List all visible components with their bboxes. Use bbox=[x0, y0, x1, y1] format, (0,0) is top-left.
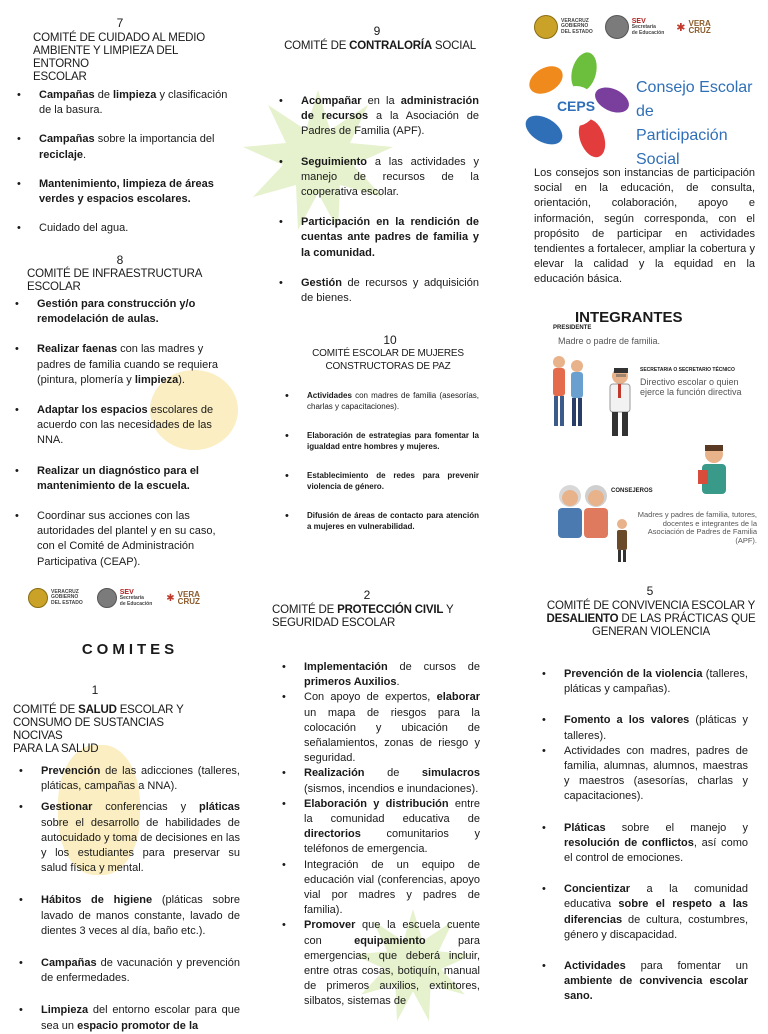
presidente-desc: Madre o padre de familia. bbox=[558, 336, 661, 346]
veracruz-logo: VERACRUZ GOBIERNO DEL ESTADO bbox=[534, 15, 593, 39]
comites-heading: COMITES bbox=[81, 641, 179, 658]
logos-row bbox=[534, 15, 711, 39]
list-item: • Elaboración y distribución entre la comunidad educativa de directorios comunitarios y teléfonos de emergencia. bbox=[304, 797, 480, 858]
list-item: • Pláticas sobre el manejo y resolución de conflictos, así como el control de emociones. bbox=[564, 821, 748, 867]
committee-5-list bbox=[564, 667, 748, 1005]
sev-logo: SEV Secretaría de Educación bbox=[97, 588, 153, 608]
veracruz-logo: VERACRUZ GOBIERNO DEL ESTADO bbox=[28, 588, 83, 608]
committee-7-title: COMITÉ DE CUIDADO AL MEDIO AMBIENTE Y LIMPIEZA DEL ENTORNO ESCOLAR bbox=[33, 32, 206, 83]
list-item: • Realización de simulacros (sismos, incendios e inundaciones). bbox=[304, 766, 480, 796]
committee-number: 2 bbox=[363, 588, 371, 602]
list-item: • Seguimiento a las actividades y manejo de recursos de la cooperativa escolar. bbox=[301, 155, 479, 201]
consejeros-label: CONSEJEROS bbox=[611, 488, 653, 494]
committee-10-list bbox=[307, 391, 479, 532]
star-icon: ✱ bbox=[166, 592, 175, 604]
list-item: • Con apoyo de expertos, elaborar un mapa de riesgos para la colocación y ubicación de señalamientos, zonas de riesgo y seguridad. bbox=[304, 690, 480, 766]
list-item: • Prevención de la violencia (talleres, pláticas y campañas). bbox=[564, 667, 748, 697]
committee-5-title: COMITÉ DE CONVIVENCIA ESCOLAR Y DESALIENTO DE LAS PRÁCTICAS QUE GENERAN VIOLENCIA bbox=[546, 600, 756, 638]
consejeros-desc: Madres y padres de familia, tutores, docentes e integrantes de la Asociación de Padres de Familia (APF). bbox=[637, 510, 757, 545]
committee-9-list bbox=[301, 94, 479, 306]
committee-number: 8 bbox=[116, 253, 124, 267]
committee-10-title: COMITÉ ESCOLAR DE MUJERES CONSTRUCTORAS DE PAZ bbox=[312, 348, 464, 372]
list-item: • Participación en la rendición de cuentas ante padres de familia y la comunidad. bbox=[301, 215, 479, 261]
vera-cruz-logo: ✱ VERA CRUZ bbox=[676, 19, 711, 35]
list-item: • Campañas de limpieza y clasificación de la basura. bbox=[39, 88, 234, 118]
list-item: • Campañas sobre la importancia del reciclaje. bbox=[39, 132, 234, 162]
list-item: • Prevención de las adicciones (talleres, pláticas, campañas a NNA). bbox=[41, 764, 240, 794]
integrantes-heading: INTEGRANTES bbox=[575, 309, 683, 326]
list-item: • Cuidado del agua. bbox=[39, 221, 234, 236]
list-item: • Integración de un equipo de educación vial (conferencias, apoyo vial por madres y padres de familia). bbox=[304, 858, 480, 919]
director-illustration-icon bbox=[598, 366, 638, 438]
sev-seal-icon bbox=[97, 588, 117, 608]
list-item: • Gestión de recursos y adquisición de bienes. bbox=[301, 276, 479, 306]
secretario-label: SECRETARIA O SECRETARIO TÉCNICO bbox=[640, 367, 735, 373]
committee-number: 7 bbox=[116, 16, 124, 30]
committee-2-title: COMITÉ DE PROTECCIÓN CIVIL Y SEGURIDAD ESCOLAR bbox=[272, 604, 454, 629]
committee-number: 10 bbox=[383, 333, 397, 347]
list-item: • Realizar un diagnóstico para el mantenimiento de la escuela. bbox=[37, 464, 232, 494]
secretario-desc: Directivo escolar o quien ejerce la función directiva bbox=[640, 377, 742, 397]
committee-2-list bbox=[304, 660, 480, 1010]
committee-number: 1 bbox=[91, 683, 99, 697]
list-item: • Promover que la escuela cuente con equipamiento para emergencias, que deberá incluir, entre otras cosas, botiquín, manual de primeros auxilios, extintores, silbatos, sistemas de bbox=[304, 918, 480, 1009]
list-item: • Gestión para construcción y/o remodelación de aulas. bbox=[37, 297, 232, 327]
list-item: • Fomento a los valores (pláticas y talleres). bbox=[564, 713, 748, 743]
list-item: • Establecimiento de redes para prevenir violencia de género. bbox=[307, 471, 479, 492]
family-illustration-icon bbox=[545, 352, 593, 434]
veracruz-seal-icon bbox=[534, 15, 558, 39]
committee-number: 5 bbox=[646, 584, 654, 598]
logos-row bbox=[28, 588, 200, 608]
list-item: • Hábitos de higiene (pláticas sobre lavado de manos constante, lavado de dientes 3 veces al día, baño etc.). bbox=[41, 893, 240, 939]
ceps-intro: Los consejos son instancias de participación social en la educación, de consulta, orientación, colaboración, apoyo e información, según corresponda, con el propósito de participar en actividades tendientes a fortalecer, ampliar la cobertura y elevar la calidad y la equidad en la educación básica. bbox=[534, 167, 755, 286]
ceps-title: Consejo Escolar de Participación Social bbox=[636, 79, 753, 168]
star-icon: ✱ bbox=[676, 21, 686, 34]
list-item: • Limpieza del entorno escolar para que sea un espacio promotor de la bbox=[41, 1003, 240, 1033]
committee-9-title: COMITÉ DE CONTRALORÍA SOCIAL bbox=[284, 40, 476, 52]
teacher-illustration-icon bbox=[692, 442, 736, 508]
committee-7-list bbox=[39, 88, 234, 236]
list-item: • Difusión de áreas de contacto para atención a mujeres en vulnerabilidad. bbox=[307, 511, 479, 532]
committee-number: 9 bbox=[373, 24, 381, 38]
list-item: • Implementación de cursos de primeros Auxilios. bbox=[304, 660, 480, 690]
list-item: • Campañas de vacunación y prevención de enfermedades. bbox=[41, 956, 240, 986]
committee-8-list bbox=[37, 297, 232, 570]
list-item: • Mantenimiento, limpieza de áreas verdes y espacios escolares. bbox=[39, 177, 234, 207]
list-item: • Actividades con madres de familia (asesorías, charlas y capacitaciones). bbox=[307, 391, 479, 412]
ceps-hands-logo bbox=[516, 50, 634, 160]
list-item: • Elaboración de estrategias para fomentar la igualdad entre hombres y mujeres. bbox=[307, 431, 479, 452]
list-item: • Adaptar los espacios escolares de acuerdo con las necesidades de las NNA. bbox=[37, 403, 232, 449]
list-item: • Coordinar sus acciones con las autoridades del plantel y en su caso, con el Comité de Administración Participativa (CEAP). bbox=[37, 509, 232, 570]
sev-logo: SEV Secretaría de Educación bbox=[605, 15, 665, 39]
list-item: • Realizar faenas con las madres y padres de familia cuando se requiera (pintura, plomería y limpieza). bbox=[37, 342, 232, 388]
list-item: • Gestionar conferencias y pláticas sobre el desarrollo de habilidades de autocuidado y toma de decisiones en las y los estudiantes para preservar su salud física y mental. bbox=[41, 800, 240, 876]
committee-8-title: COMITÉ DE INFRAESTRUCTURA ESCOLAR bbox=[27, 268, 202, 293]
list-item: • Actividades para fomentar un ambiente de convivencia escolar sano. bbox=[564, 959, 748, 1005]
list-item: • Actividades con madres, padres de familia, alumnas, alumnos, maestras y maestros (asesorías, charlas y capacitaciones). bbox=[564, 744, 748, 805]
veracruz-seal-icon bbox=[28, 588, 48, 608]
list-item: • Concientizar a la comunidad educativa sobre el respeto a las diferencias de cultura, costumbres, género y discapacidad. bbox=[564, 882, 748, 943]
sev-seal-icon bbox=[605, 15, 629, 39]
committee-1-list bbox=[41, 764, 240, 1034]
vera-cruz-logo: ✱ VERA CRUZ bbox=[166, 590, 200, 606]
ceps-logo-text: CEPS bbox=[556, 98, 596, 114]
committee-1-title: COMITÉ DE SALUD ESCOLAR Y CONSUMO DE SUSTANCIAS NOCIVAS PARA LA SALUD bbox=[13, 704, 184, 755]
list-item: • Acompañar en la administración de recursos a la Asociación de Padres de Familia (APF). bbox=[301, 94, 479, 140]
presidente-label: PRESIDENTE bbox=[553, 325, 592, 331]
